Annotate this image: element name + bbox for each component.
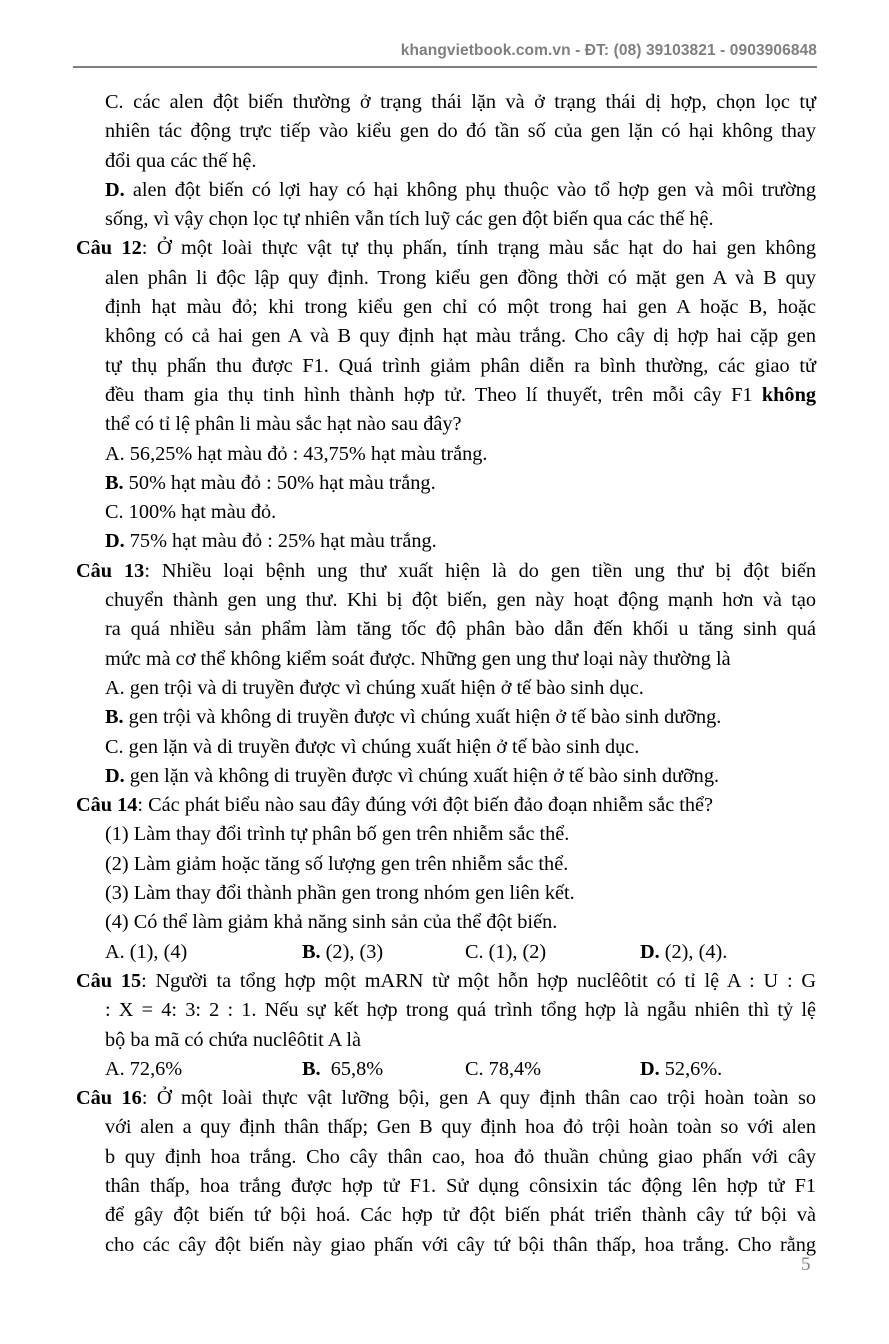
question-label: Câu 15 bbox=[76, 969, 142, 992]
option-d[interactable]: D. 52,6%. bbox=[640, 1057, 723, 1080]
option-d[interactable]: D. 75% hạt màu đỏ : 25% hạt màu trắng. bbox=[105, 530, 437, 553]
option-b[interactable]: B. 50% hạt màu đỏ : 50% hạt màu trắng. bbox=[105, 471, 436, 494]
page-header bbox=[73, 40, 817, 68]
continued-option-d: D. alen đột biến có lợi hay có hại không phụ thuộc vào tổ hợp gen và môi trường sống, vì vậy chọn lọc tự nhiên vẫn tích luỹ các gen đột biến qua các thế hệ. bbox=[105, 178, 817, 231]
option-b[interactable]: B. 65,8% bbox=[302, 1057, 384, 1080]
option-a[interactable]: A. (1), (4) bbox=[105, 940, 188, 963]
options-row bbox=[76, 1055, 816, 1084]
question-label: Câu 16 bbox=[76, 1087, 142, 1110]
option-a[interactable]: A. 72,6% bbox=[105, 1057, 183, 1080]
question-13: Câu 13: Nhiều loại bệnh ung thư xuất hiện là do gen tiền ung thư bị đột biến chuyển thành gen ung thư. Khi bị đột biến, gen này hoạt động mạnh hơn và tạo ra quá nhiều sản phẩm làm tăng tốc độ phân bào dẫn đến khối u tăng sinh quá mức mà cơ thể không kiểm soát được. Những gen ung thư loại này thường là A. gen trội và di truyền được vì chúng xuất hiện ở tế bào sinh dục. B. gen trội và không di truyền được vì chúng xuất hiện ở tế bào sinh dưỡng. C. gen lặn và di truyền được vì chúng xuất hiện ở tế bào sinh dục. D. gen lặn và không di truyền được vì chúng xuất hiện ở tế bào sinh dưỡng. bbox=[76, 557, 816, 791]
options-row bbox=[76, 938, 816, 967]
question-15: Câu 15: Người ta tổng hợp một mARN từ một hỗn hợp nuclêôtit có tỉ lệ A : U : G : X = 4: 3: 2 : 1. Nếu sự kết hợp trong quá trình tổng hợp là ngẫu nhiên thì tỷ lệ bộ ba mã có chứa nuclêôtit A là A. 72,6% B. 65,8% C. 78,4% D. 52,6%. bbox=[76, 967, 816, 1084]
question-label: Câu 14 bbox=[76, 794, 138, 817]
statement: (1) Làm thay đổi trình tự phân bố gen trên nhiễm sắc thể. bbox=[105, 823, 570, 846]
option-b[interactable]: B. gen trội và không di truyền được vì chúng xuất hiện ở tế bào sinh dưỡng. bbox=[105, 706, 722, 729]
option-c[interactable]: C. 100% hạt màu đỏ. bbox=[105, 501, 277, 524]
question-label: Câu 13 bbox=[76, 559, 145, 582]
header-contact-text: khangvietbook.com.vn - ĐT: (08) 39103821 - 0903906848 bbox=[400, 42, 817, 59]
statement: (2) Làm giảm hoặc tăng số lượng gen trên nhiễm sắc thể. bbox=[105, 852, 569, 875]
question-14: Câu 14: Các phát biểu nào sau đây đúng với đột biến đảo đoạn nhiễm sắc thể? (1) Làm thay đổi trình tự phân bố gen trên nhiễm sắc thể. (2) Làm giảm hoặc tăng số lượng gen trên nhiễm sắc thể. (3) Làm thay đổi thành phần gen trong nhóm gen liên kết. (4) Có thể làm giảm khả năng sinh sản của thể đột biến. A. (1), (4) B. (2), (3) C. (1), (2) D. (2), (4). bbox=[76, 791, 816, 967]
option-a[interactable]: A. gen trội và di truyền được vì chúng xuất hiện ở tế bào sinh dục. bbox=[105, 676, 644, 699]
option-d[interactable]: D. gen lặn và không di truyền được vì chúng xuất hiện ở tế bào sinh dưỡng. bbox=[105, 764, 720, 787]
question-12: Câu 12: Ở một loài thực vật tự thụ phấn, tính trạng màu sắc hạt do hai gen không alen phân li độc lập quy định. Trong kiểu gen đồng thời có mặt gen A và B quy định hạt màu đỏ; khi trong kiểu gen chỉ có một trong hai gen A hoặc B, hoặc không có cả hai gen A và B quy định hạt màu trắng. Cho cây dị hợp hai cặp gen tự thụ phấn thu được F1. Quá trình giảm phân diễn ra bình thường, các giao tử đều tham gia thụ tinh hình thành hợp tử. Theo lí thuyết, trên mỗi cây F1 không thể có tỉ lệ phân li màu sắc hạt nào sau đây? A. 56,25% hạt màu đỏ : 43,75% hạt màu trắng. B. 50% hạt màu đỏ : 50% hạt màu trắng. C. 100% hạt màu đỏ. D. 75% hạt màu đỏ : 25% hạt màu trắng. bbox=[76, 234, 816, 556]
option-c[interactable]: C. gen lặn và di truyền được vì chúng xuất hiện ở tế bào sinh dục. bbox=[105, 735, 640, 758]
page-number: 5 bbox=[801, 1254, 811, 1275]
option-a[interactable]: A. 56,25% hạt màu đỏ : 43,75% hạt màu trắng. bbox=[105, 442, 488, 465]
statement: (4) Có thể làm giảm khả năng sinh sản của thể đột biến. bbox=[105, 911, 558, 934]
option-d[interactable]: D. (2), (4). bbox=[640, 940, 728, 963]
emphasis-word: không bbox=[761, 383, 816, 406]
statement: (3) Làm thay đổi thành phần gen trong nhóm gen liên kết. bbox=[105, 882, 575, 905]
continued-option-c: C. các alen đột biến thường ở trạng thái lặn và ở trạng thái dị hợp, chọn lọc tự nhiên tác động trực tiếp vào kiểu gen do đó tần số của gen lặn có hại không thay đổi qua các thế hệ. bbox=[105, 91, 816, 172]
option-c[interactable]: C. 78,4% bbox=[465, 1057, 542, 1080]
option-c[interactable]: C. (1), (2) bbox=[465, 940, 547, 963]
page-content bbox=[76, 88, 816, 1260]
question-16: Câu 16: Ở một loài thực vật lưỡng bội, gen A quy định thân cao trội hoàn toàn so với alen a quy định thân thấp; Gen B quy định hoa đỏ trội hoàn toàn so với alen b quy định hoa trắng. Cho cây thân cao, hoa đỏ thuần chủng giao phấn với cây thân thấp, hoa trắng được hợp tử F1. Sử dụng cônsixin tác động lên hợp tử F1 để gây đột biến tứ bội hoá. Các hợp tử đột biến phát triển thành cây tứ bội và cho các cây đột biến này giao phấn với cây tứ bội thân thấp, hoa trắng. Cho rằng bbox=[76, 1087, 816, 1256]
option-b[interactable]: B. (2), (3) bbox=[302, 940, 384, 963]
question-label: Câu 12 bbox=[76, 237, 142, 260]
